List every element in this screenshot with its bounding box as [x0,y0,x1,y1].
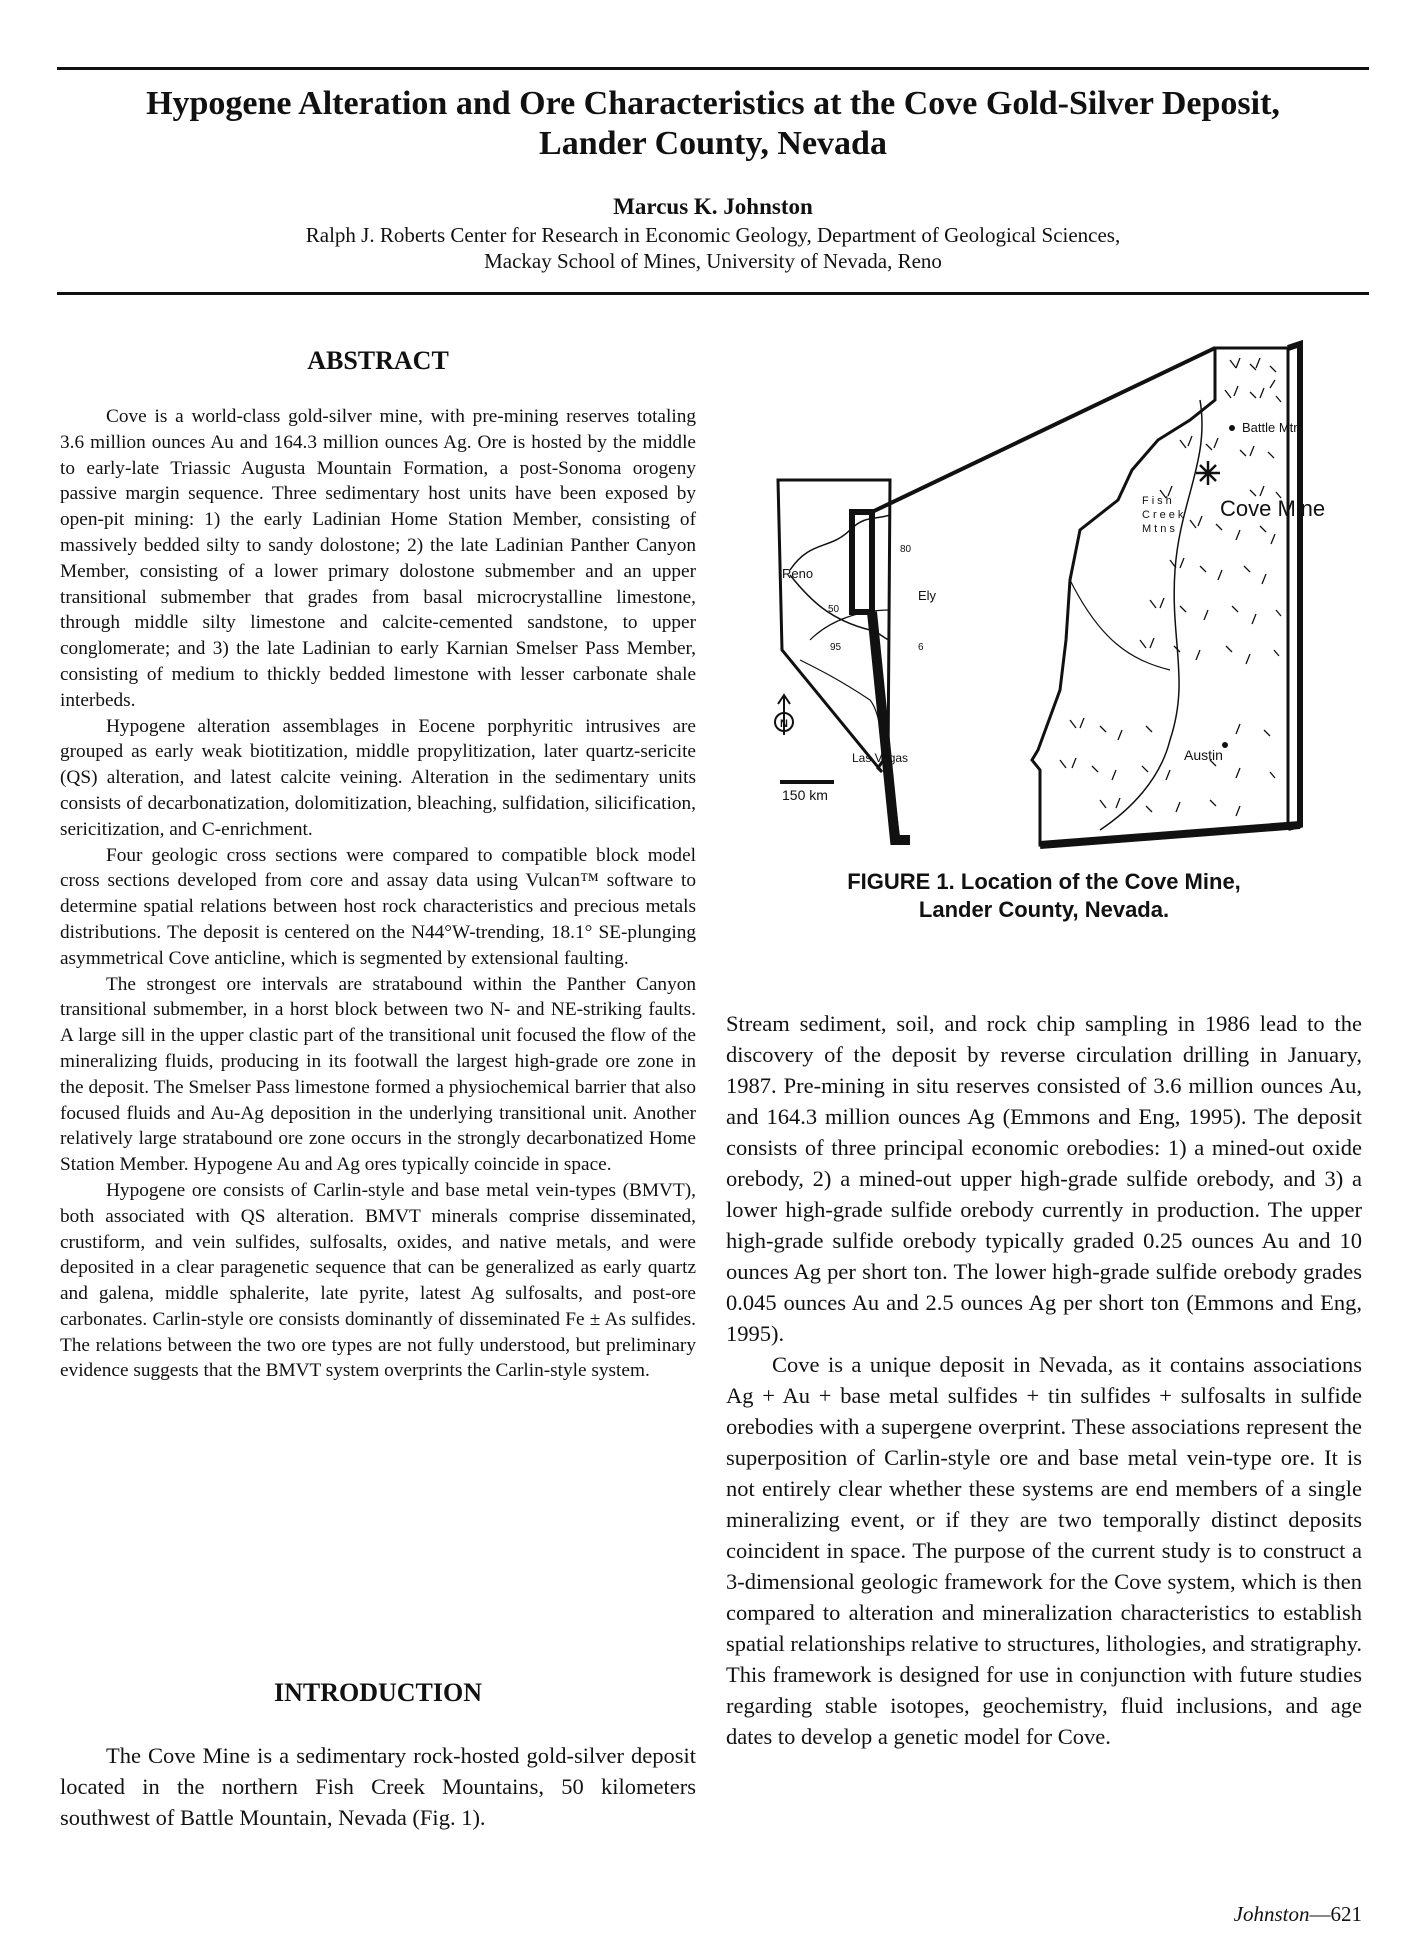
abstract-body [60,404,696,1384]
abstract-paragraph: The strongest ore intervals are stratabound within the Panther Canyon transitional submember, in a horst block between two N- and NE-striking faults. A large sill in the upper clastic part of the transitional unit focused the flow of the mineralizing fluids, producing in its footwall the largest high-grade ore zone in the deposit. The Smelser Pass limestone formed a physiochemical barrier that also focused fluids and Au-Ag deposition in the underlying transitional unit. Another relatively large stratabound ore zone occurs in the strongly decarbonatized Home Station Member. Hypogene Au and Ag ores typically coincide in space. [60,973,696,1176]
map-label-fish: Fish [1142,495,1175,507]
intro-paragraph: Stream sediment, soil, and rock chip sampling in 1986 lead to the discovery of the deposit by reverse circulation drilling in January, 1987. Pre-mining in situ reserves consisted of 3.6 million ounces Au, and 164.3 million ounces Ag (Emmons and Eng, 1995). The deposit consists of three principal economic orebodies: 1) a mined-out oxide orebody, 2) a mined-out upper high-grade sulfide orebody, and 3) a lower high-grade sulfide orebody currently in production. The upper high-grade sulfide orebody typically graded 0.25 ounces Au and 10 ounces Ag per short ton. The lower high-grade sulfide orebody grades 0.045 ounces Au and 2.5 ounces Ag per short ton (Emmons and Eng, 1995). [726,1011,1362,1346]
map-label-north: N [780,718,788,730]
map-label-hwy-95: 95 [830,642,842,653]
introduction-body-left [60,1740,696,1833]
author-affiliation [57,222,1369,274]
location-map-figure [770,340,1330,850]
author-name: Marcus K. Johnston [613,194,813,219]
introduction-body-right [726,1008,1362,1752]
map-label-ely: Ely [918,588,937,603]
title-line-2: Lander County, Nevada [539,125,887,162]
title-line-1: Hypogene Alteration and Ore Characteristics at the Cove Gold-Silver Deposit, [146,85,1280,122]
cove-mine-star [1196,461,1220,485]
intro-paragraph: The Cove Mine is a sedimentary rock-hosted gold-silver deposit located in the northern Fish Creek Mountains, 50 kilometers southwest of Battle Mountain, Nevada (Fig. 1). [60,1743,696,1830]
map-label-reno: Reno [782,566,814,581]
map-label-las-vegas: Las Vegas [852,751,909,765]
paper-title [57,84,1369,164]
abstract-heading: ABSTRACT [307,346,449,375]
page-footer [1234,1902,1362,1927]
map-label-cove-mine: Cove Mine [1220,496,1326,521]
lander-county-box [852,512,872,612]
figure-caption [726,868,1362,924]
map-label-creek: Creek [1142,509,1187,521]
caption-line-2: Lander County, Nevada. [918,897,1170,922]
footer-author: Johnston [1233,1902,1310,1926]
caption-line-1: FIGURE 1. Location of the Cove Mine, [847,869,1241,894]
top-rule [57,67,1369,70]
abstract-paragraph: Hypogene alteration assemblages in Eocene porphyritic intrusives are grouped as early weak biotitization, middle propylitization, later quartz-sericite (QS) alteration, and latest calcite veining. Alteration in the sedimentary units consists of decarbonatization, dolomitization, bleaching, sulfidation, silicification, sericitization, and C-enrichment. [60,715,696,840]
page-number: —621 [1309,1902,1362,1926]
map-label-austin: Austin [1184,747,1223,763]
header-bottom-rule [57,292,1369,295]
map-label-mtns: Mtns [1142,523,1178,535]
map-label-hwy-80: 80 [900,544,912,555]
map-label-hwy-6: 6 [918,642,924,653]
introduction-heading: INTRODUCTION [273,1678,483,1707]
abstract-paragraph: Four geologic cross sections were compared to compatible block model cross sections developed from core and assay data using Vulcan™ software to determine spatial relations between host rock characteristics and precious metals distributions. The deposit is centered on the N44°W-trending, 18.1° SE-plunging asymmetrical Cove anticline, which is segmented by extensional faulting. [60,844,696,969]
abstract-paragraph: Cove is a world-class gold-silver mine, with pre-mining reserves totaling 3.6 million ounces Au and 164.3 million ounces Ag. Ore is hosted by the middle to early-late Triassic Augusta Mountain Formation, a post-Sonoma orogeny passive margin sequence. Three sedimentary host units have been exposed by open-pit mining: 1) the early Ladinian Home Station Member, consisting of massively bedded silty to sandy dolostone; 2) the late Ladinian Panther Canyon Member, consisting of a lower primary dolostone submember and an upper transitional submember that grades from basal microcrystalline limestone, through middle silty limestone and calcite-cemented sandstone, to upper conglomerate; and 3) the late Ladinian to early Karnian Smelser Pass Member, consisting of medium to thickly bedded limestone with lesser carbonate shale interbeds. [60,406,696,711]
affiliation-line-1: Ralph J. Roberts Center for Research in Economic Geology, Department of Geological Sciences, [305,223,1121,247]
location-map [770,340,1330,850]
abstract-paragraph: Hypogene ore consists of Carlin-style and base metal vein-types (BMVT), both associated with QS alteration. BMVT minerals comprise disseminated, crustiform, and vein sulfides, sulfosalts, oxides, and native metals, and were deposited in a clear paragenetic sequence that can be generalized as early quartz and galena, middle sphalerite, late pyrite, latest Ag sulfosalts, and post-ore carbonates. Carlin-style ore consists dominantly of disseminated Fe ± As sulfides. The relations between the two ore types are not fully understood, but preliminary evidence suggests that the BMVT system overprints the Carlin-style system. [60,1179,696,1382]
map-label-battle-mtn: Battle Mtn [1242,420,1301,435]
intro-paragraph: Cove is a unique deposit in Nevada, as it contains associations Ag + Au + base metal sulfides + tin sulfides + sulfosalts in sulfide orebodies with a supergene overprint. These associations represent the superposition of Carlin-style ore and base metal vein-type ore. It is not entirely clear whether these systems are end members of a single mineralizing event, or if they are two temporally distinct deposits coincident in space. The purpose of the current study is to construct a 3-dimensional geologic framework for the Cove system, which is then compared to alteration and mineralization characteristics to establish spatial relationships relative to structures, lithologies, and stratigraphy. This framework is designed for use in conjunction with future studies regarding stable isotopes, geochemistry, fluid inclusions, and age dates to develop a genetic model for Cove. [726,1352,1362,1749]
map-label-scale: 150 km [782,787,828,803]
affiliation-line-2: Mackay School of Mines, University of Nevada, Reno [484,249,942,273]
map-label-hwy-50: 50 [828,604,840,615]
